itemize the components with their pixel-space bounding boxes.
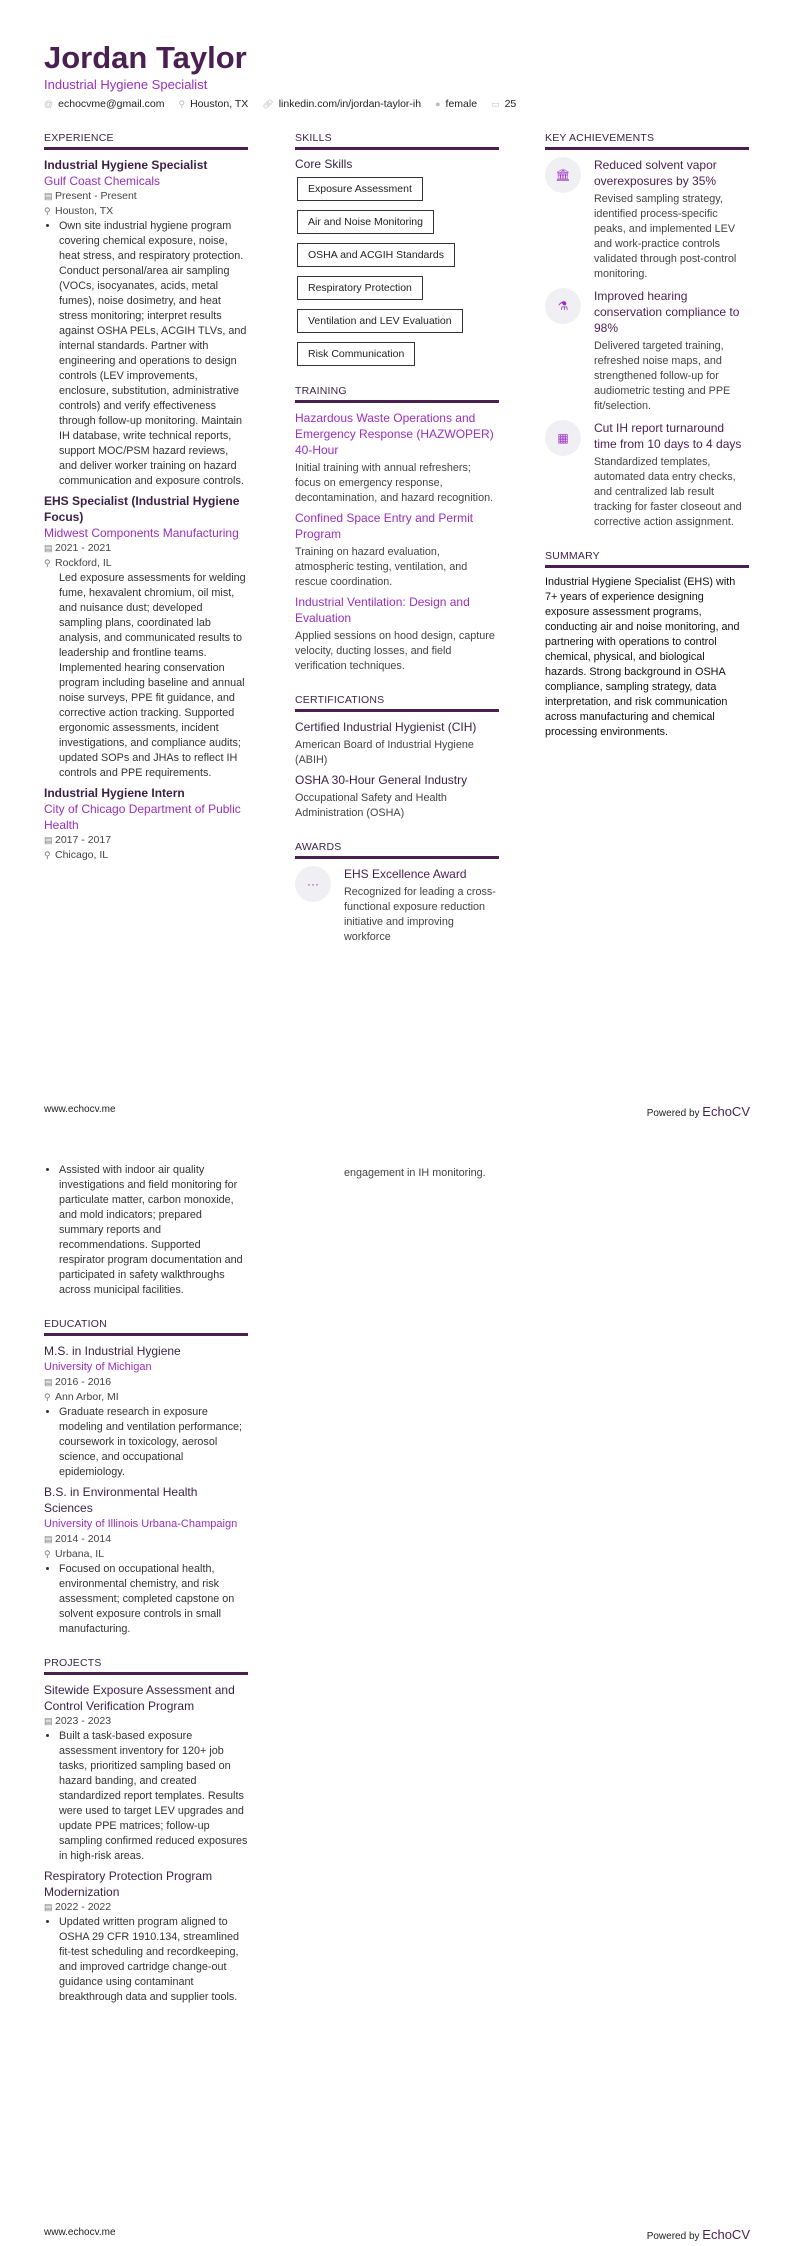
section-heading: CERTIFICATIONS	[295, 694, 499, 712]
section-heading: AWARDS	[295, 841, 499, 859]
flask-icon: ⚗︎	[545, 288, 581, 324]
achievement-desc: Delivered targeted training, refreshed noise maps, and strengthened follow-up for audiometric testing and PPE fit/selection.	[594, 340, 731, 412]
training-desc: Training on hazard evaluation, atmospheric testing, ventilation, and rescue coordination.	[295, 546, 468, 588]
achievements-section	[545, 132, 749, 740]
award-desc-continued: engagement in IH monitoring.	[344, 1167, 486, 1179]
award-item	[295, 866, 499, 945]
cert-title: Certified Industrial Hygienist (CIH)	[295, 720, 477, 734]
skill-tag: Risk Communication	[297, 342, 415, 366]
school: University of Illinois Urbana-Champaign	[44, 1518, 238, 1530]
bank-icon: 🏛︎	[545, 157, 581, 193]
contact-age: ▭ 25	[491, 98, 517, 110]
contact-email: @ echocvme@gmail.com	[44, 98, 165, 110]
candidate-title: Industrial Hygiene Specialist	[44, 77, 208, 92]
resume-page-2	[0, 1123, 794, 2246]
location-icon: ⚲	[178, 99, 186, 109]
training-title: Hazardous Waste Operations and Emergency Response (HAZWOPER) 40-Hour	[295, 411, 494, 457]
job-company: Midwest Components Manufacturing	[44, 526, 239, 540]
education-bullet: • Focused on occupational health, environmental chemistry, and risk assessment; completed capstone on solvent exposure controls in small manufacturing.	[59, 1562, 248, 1637]
skill-tag: Respiratory Protection	[297, 276, 423, 300]
training-desc: Applied sessions on hood design, capture velocity, ducting losses, and field verification techniques.	[295, 630, 495, 672]
footer-site-link[interactable]: www.echocv.me	[44, 2227, 116, 2238]
achievement-item	[545, 420, 749, 530]
calendar-icon: ▤	[44, 1902, 53, 1912]
job-dates: 2017 - 2017	[55, 834, 112, 846]
brand-logo: EchoCV	[702, 1104, 750, 1119]
job-dates: 2021 - 2021	[55, 542, 112, 554]
section-heading: SUMMARY	[545, 550, 749, 568]
achievement-desc: Standardized templates, automated data entry checks, and centralized lab result tracking for faster closeout and corrective action assignment.	[594, 456, 742, 528]
candidate-name: Jordan Taylor	[44, 40, 247, 75]
job-bullet: • Led exposure assessments for welding fume, hexavalent chromium, oil mist, and nuisance dust; developed sampling plans, coordinated lab analysis, and communicated results to leadership and frontline teams. Implemented hearing conservation program including baseline and annual noise surveys, PPE fit guidance, and corrective action tracking. Supported ergonomic assessments, incident investigations, and compliance audits; updated SOPs and JHAs to reflect IH controls and PPE requirements.	[59, 571, 248, 781]
footer-site-link[interactable]: www.echocv.me	[44, 1104, 116, 1115]
job-role: Industrial Hygiene Intern	[44, 786, 185, 800]
contact-linkedin[interactable]: 🔗︎ linkedin.com/in/jordan-taylor-ih	[262, 98, 422, 110]
brand-logo: EchoCV	[702, 2227, 750, 2242]
job-role: Industrial Hygiene Specialist	[44, 158, 208, 172]
ellipsis-icon: ···	[295, 866, 331, 902]
experience-section	[44, 132, 248, 863]
training-desc: Initial training with annual refreshers; focus on emergency response, decontamination, and hazard recognition.	[295, 462, 494, 504]
project-bullet: • Updated written program aligned to OSHA 29 CFR 1910.134, streamlined fit-test scheduling and recordkeeping, and improved cartridge change-out guidance using contaminant breakthrough data and supplier tools.	[59, 1915, 248, 2005]
contact-gender: ● female	[435, 98, 478, 110]
training-title: Industrial Ventilation: Design and Evaluation	[295, 595, 470, 625]
location-icon: ⚲	[44, 558, 51, 568]
summary-text: Industrial Hygiene Specialist (EHS) with 7+ years of experience designing exposure assessment programs, conducting air and noise monitoring, and partnering with operations to control chemical, physical, and biological hazards. Strong background in OSHA compliance, sampling strategy, data interpretation, and risk communication across manufacturing and chemical processing environments.	[545, 576, 740, 738]
project-bullet: • Built a task-based exposure assessment inventory for 120+ job tasks, prioritized sampling based on hazard banding, and created standardized report templates. Results were used to target LEV upgrades and update PPE matrices; follow-up sampling confirmed reduced exposures in high-risk areas.	[59, 1729, 248, 1864]
experience-item	[44, 785, 248, 863]
job-company: City of Chicago Department of Public Health	[44, 802, 241, 832]
section-heading: PROJECTS	[44, 1657, 248, 1675]
award-desc: Recognized for leading a cross-functional exposure reduction initiative and improving workforce	[344, 886, 496, 943]
location-icon: ⚲	[44, 1549, 51, 1559]
cert-title: OSHA 30-Hour General Industry	[295, 773, 468, 787]
building-icon: ▦	[545, 420, 581, 456]
job-bullet: • Own site industrial hygiene program covering chemical exposure, noise, heat stress, and respiratory protection. Conduct personal/area air sampling (VOCs, isocyanates, acids, metal fumes), noise dosimetry, and heat stress monitoring; interpret results against OSHA PELs, ACGIH TLVs, and internal standards. Partner with engineering and operations to design controls (LEV improvements, enclosure, substitution, administrative controls) and verify effectiveness through follow-up monitoring. Maintain IH database, write technical reports, support MOC/PSM hazard reviews, and deliver worker training on hazard communication and exposure controls.	[59, 219, 248, 489]
contact-location: ⚲ Houston, TX	[178, 98, 249, 110]
section-heading: KEY ACHIEVEMENTS	[545, 132, 749, 150]
job-location: Chicago, IL	[55, 849, 109, 861]
job-location: Houston, TX	[55, 205, 114, 217]
job-company: Gulf Coast Chemicals	[44, 174, 161, 188]
project-title: Respiratory Protection Program Modernization	[44, 1869, 213, 1899]
achievement-title: Reduced solvent vapor overexposures by 35%	[594, 158, 717, 188]
calendar-icon: ▭	[491, 99, 500, 109]
degree: B.S. in Environmental Health Sciences	[44, 1485, 198, 1515]
experience-item	[44, 493, 248, 781]
left-column-continued	[44, 1163, 248, 2009]
degree: M.S. in Industrial Hygiene	[44, 1344, 181, 1358]
calendar-icon: ▤	[44, 543, 53, 553]
location-icon: ⚲	[44, 850, 51, 860]
achievement-desc: Revised sampling strategy, identified process-specific peaks, and implemented LEV and work-practice controls validated through post-control monitoring.	[594, 193, 737, 280]
project-title: Sitewide Exposure Assessment and Control Verification Program	[44, 1683, 235, 1713]
skill-tag: Air and Noise Monitoring	[297, 210, 434, 234]
job-bullet: • Assisted with indoor air quality investigations and field monitoring for particulate matter, carbon monoxide, and mold indicators; prepared summary reports and recommendations. Supported respirator program documentation and participated in safety walkthroughs across municipal facilities.	[59, 1163, 248, 1298]
achievement-item	[545, 288, 749, 414]
calendar-icon: ▤	[44, 1716, 53, 1726]
skill-tag: Ventilation and LEV Evaluation	[297, 309, 463, 333]
calendar-icon: ▤	[44, 1377, 53, 1387]
project-item: Respiratory Protection Program Modernization ▤ 2022 - 2022 • Updated written program aligned to OSHA 29 CFR 1910.134, streamlined fit-test scheduling and recordkeeping, and improved cartridge change-out guidance using contaminant breakthrough data and supplier tools.	[44, 1868, 248, 2005]
skill-tag: OSHA and ACGIH Standards	[297, 243, 455, 267]
calendar-icon: ▤	[44, 191, 53, 201]
location-icon: ⚲	[44, 1392, 51, 1402]
achievement-title: Improved hearing conservation compliance to 98%	[594, 289, 740, 335]
section-heading: SKILLS	[295, 132, 499, 150]
location-icon: ⚲	[44, 206, 51, 216]
skill-tag: Exposure Assessment	[297, 177, 423, 201]
person-icon: ●	[435, 99, 441, 109]
education-item: M.S. in Industrial Hygiene University of Michigan ▤ 2016 - 2016 ⚲ Ann Arbor, MI • Graduate research in exposure modeling and ventilation performance; coursework in toxicology, aerosol science, and occupational epidemiology.	[44, 1343, 248, 1480]
award-title: EHS Excellence Award	[344, 867, 467, 881]
section-heading: TRAINING	[295, 385, 499, 403]
job-role: EHS Specialist (Industrial Hygiene Focus)	[44, 494, 240, 524]
project-item: Sitewide Exposure Assessment and Control Verification Program ▤ 2023 - 2023 • Built a task-based exposure assessment inventory for 120+ job tasks, prioritized sampling based on hazard banding, and created standardized report templates. Results were used to target LEV upgrades and update PPE matrices; follow-up sampling confirmed reduced exposures in high-risk areas.	[44, 1682, 248, 1864]
achievement-title: Cut IH report turnaround time from 10 days to 4 days	[594, 421, 742, 451]
at-icon: @	[44, 99, 54, 109]
page-footer: www.echocv.me Powered by EchoCV	[44, 1104, 750, 1119]
contact-bar	[44, 98, 516, 110]
page-footer: www.echocv.me Powered by EchoCV	[44, 2227, 750, 2242]
job-location: Rockford, IL	[55, 557, 112, 569]
section-heading: EXPERIENCE	[44, 132, 248, 150]
cert-issuer: Occupational Safety and Health Administration (OSHA)	[295, 792, 447, 819]
cert-issuer: American Board of Industrial Hygiene (ABIH)	[295, 739, 474, 766]
calendar-icon: ▤	[44, 835, 53, 845]
achievement-item	[545, 157, 749, 282]
skills-section	[295, 132, 499, 951]
school: University of Michigan	[44, 1361, 152, 1373]
experience-item	[44, 157, 248, 489]
job-dates: Present - Present	[55, 190, 137, 202]
education-bullet: • Graduate research in exposure modeling and ventilation performance; coursework in toxicology, aerosol science, and occupational epidemiology.	[59, 1405, 248, 1480]
skill-group: Core Skills	[295, 157, 353, 171]
link-icon: 🔗︎	[262, 99, 274, 109]
section-heading: EDUCATION	[44, 1318, 248, 1336]
education-item: B.S. in Environmental Health Sciences University of Illinois Urbana-Champaign ▤ 2014 - 2014 ⚲ Urbana, IL • Focused on occupational health, environmental chemistry, and risk assessment; completed capstone on solvent exposure controls in small manufacturing.	[44, 1484, 248, 1637]
calendar-icon: ▤	[44, 1534, 53, 1544]
training-title: Confined Space Entry and Permit Program	[295, 511, 474, 541]
